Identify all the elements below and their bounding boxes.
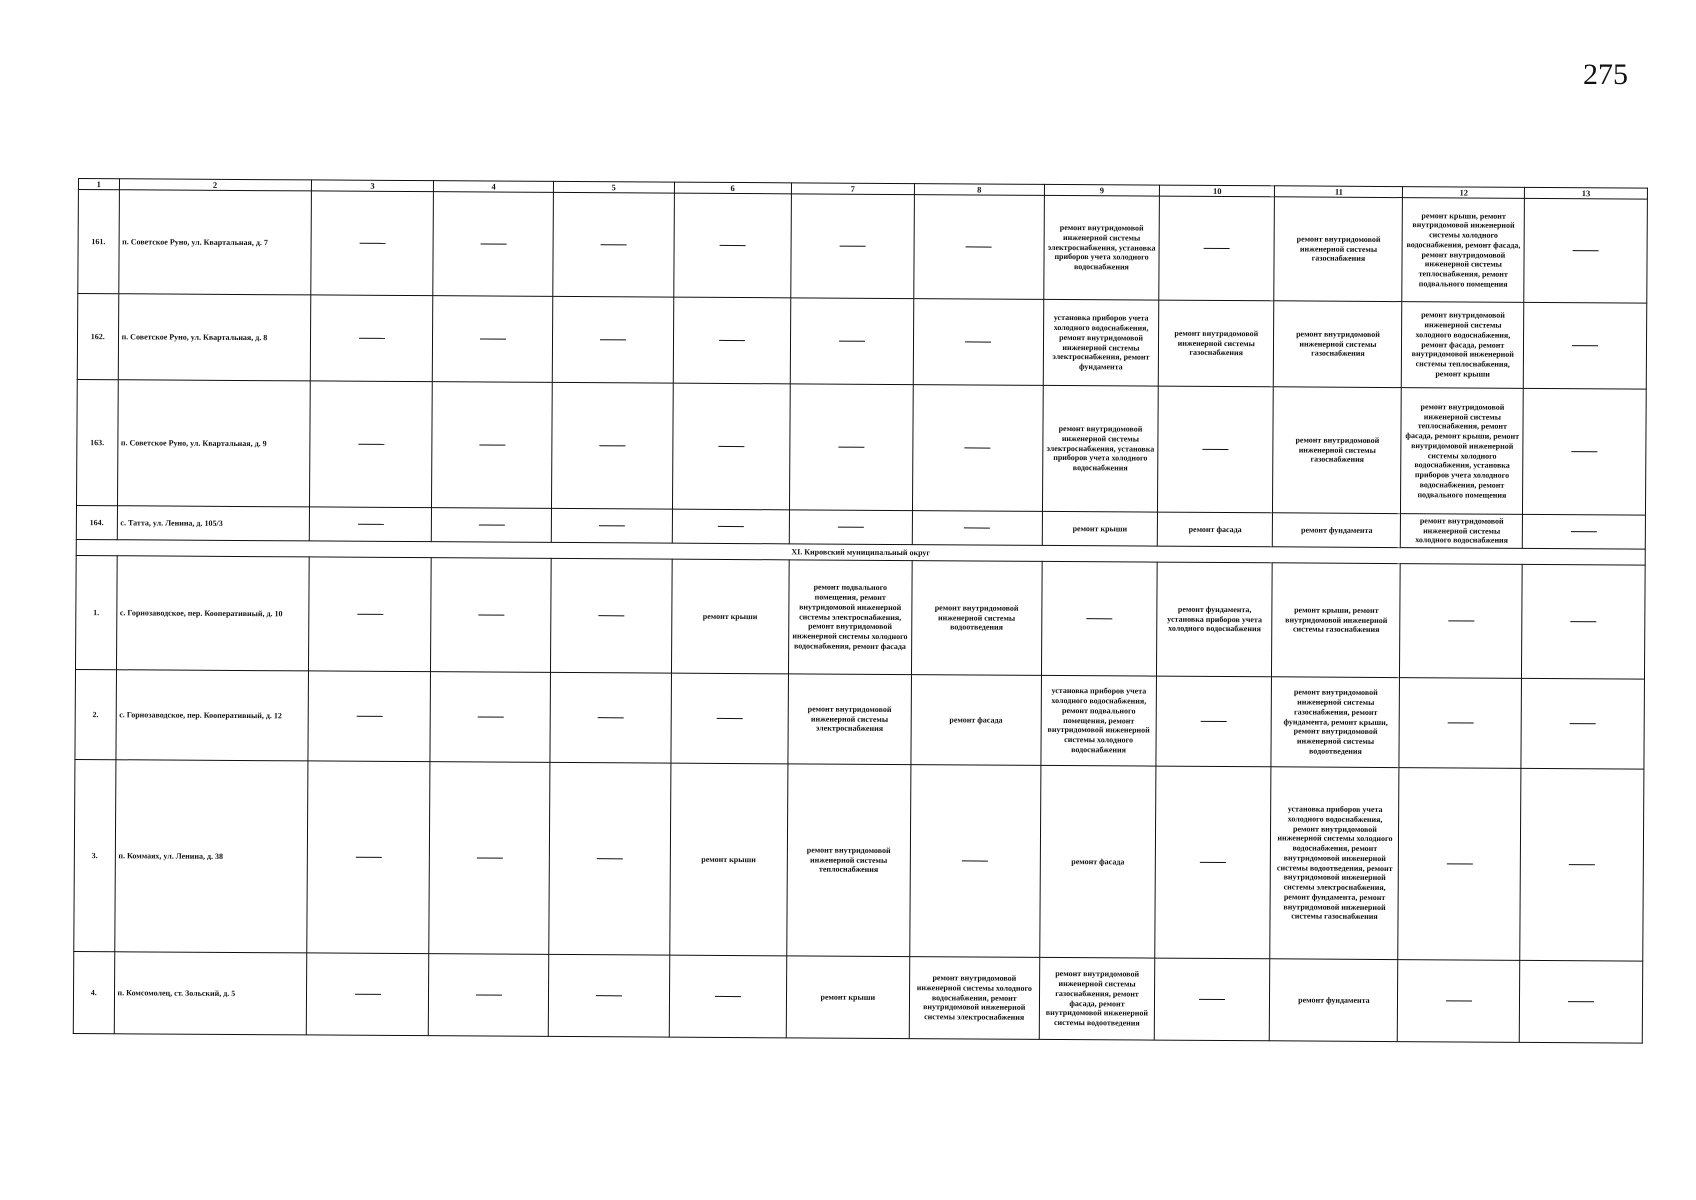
empty-cell	[433, 192, 553, 297]
dash-mark	[477, 858, 503, 859]
column-number-header: 2	[119, 179, 311, 191]
work-type-cell	[1040, 765, 1156, 958]
work-type-cell	[1270, 767, 1399, 960]
row-number: 1.	[75, 555, 116, 669]
dash-mark	[597, 717, 623, 718]
column-number-header: 8	[914, 184, 1044, 196]
empty-cell	[1398, 960, 1520, 1043]
empty-cell	[1155, 766, 1271, 959]
dash-mark	[966, 247, 992, 248]
dash-mark	[355, 994, 381, 995]
row-number: 161.	[78, 190, 119, 294]
dash-mark	[839, 341, 865, 342]
column-number-header: 1	[78, 179, 119, 190]
work-type-cell	[788, 560, 911, 675]
work-type-text: ремонт фасада	[1071, 856, 1125, 867]
work-type-text: ремонт внутридомовой инженерной системы теплоснабжения, ремонт фасада, ремонт крыши, ремонт внутридомовой инженерной системы холодного водоснабжения, установка приборов учета холодного водоснабжения, ремонт подвального помещения	[1405, 401, 1520, 500]
empty-cell	[673, 193, 791, 298]
dash-mark	[1203, 449, 1229, 450]
dash-mark	[964, 528, 990, 529]
empty-cell	[791, 194, 914, 299]
dash-mark	[838, 447, 864, 448]
table-row	[73, 951, 1642, 1043]
dash-mark	[478, 615, 504, 616]
work-type-cell	[786, 956, 909, 1039]
work-type-text: ремонт внутридомовой инженерной системы газоснабжения, ремонт фасада, ремонт внутридомовой инженерной системы водоотведения	[1045, 969, 1149, 1028]
empty-cell	[1521, 678, 1644, 769]
work-type-text: ремонт внутридомовой инженерной системы водоотведения	[934, 603, 1019, 633]
empty-cell	[672, 509, 790, 544]
dash-mark	[599, 445, 625, 446]
column-number-header: 5	[553, 181, 674, 193]
empty-cell	[550, 672, 671, 763]
empty-cell	[1400, 564, 1522, 679]
dash-mark	[597, 858, 623, 859]
dash-mark	[1447, 864, 1473, 865]
dash-mark	[359, 338, 385, 339]
work-type-cell	[1157, 562, 1273, 677]
work-type-cell	[1270, 959, 1399, 1042]
dash-mark	[1569, 864, 1595, 865]
empty-cell	[551, 382, 672, 509]
dash-mark	[718, 526, 744, 527]
work-type-cell	[1273, 387, 1402, 514]
empty-cell	[789, 384, 913, 511]
work-type-cell	[1274, 197, 1403, 302]
empty-cell	[553, 192, 674, 297]
empty-cell	[913, 299, 1044, 386]
empty-cell	[912, 511, 1042, 546]
empty-cell	[909, 765, 1040, 958]
empty-cell	[433, 296, 553, 383]
dash-mark	[719, 340, 745, 341]
empty-cell	[1523, 388, 1647, 515]
work-type-cell	[911, 561, 1042, 676]
dash-mark	[1448, 723, 1474, 724]
work-type-text: ремонт внутридомовой инженерной системы газоснабжения	[1296, 329, 1380, 359]
dash-mark	[839, 246, 865, 247]
dash-mark	[480, 339, 506, 340]
dash-mark	[476, 995, 502, 996]
table-row	[74, 759, 1644, 961]
work-type-text: ремонт крыши	[820, 992, 876, 1002]
work-type-cell	[1274, 301, 1403, 388]
work-type-cell	[788, 674, 911, 765]
column-number-header: 13	[1525, 187, 1648, 199]
work-type-cell	[1273, 513, 1401, 548]
work-type-cell	[1042, 511, 1157, 546]
work-type-cell	[1039, 957, 1155, 1040]
empty-cell	[1522, 564, 1646, 679]
work-type-text: ремонт крыши	[1072, 523, 1128, 534]
empty-cell	[1399, 678, 1521, 769]
table-row	[75, 669, 1645, 769]
table-row	[75, 555, 1645, 679]
section-title: XI. Кировский муниципальный округ	[76, 539, 1645, 565]
dash-mark	[356, 716, 382, 717]
row-number: 2.	[75, 669, 116, 759]
work-type-text: ремонт внутридомовой инженерной системы холодного водоснабжения, ремонт фасада, ремонт внутридомовой инженерной системы теплоснабжения, ремонт крыши	[1411, 310, 1514, 379]
dash-mark	[1572, 345, 1598, 346]
address-cell: с. Горнозаводское, пер. Кооперативный, д. 12	[115, 670, 308, 761]
dash-mark	[965, 448, 991, 449]
dash-mark	[357, 524, 383, 525]
empty-cell	[550, 558, 671, 673]
work-type-text: ремонт внутридомовой инженерной системы газоснабжения	[1174, 328, 1259, 358]
column-number-header: 9	[1044, 184, 1159, 196]
empty-cell	[432, 508, 552, 543]
dash-mark	[1200, 862, 1226, 863]
dash-mark	[1446, 1001, 1472, 1002]
work-type-cell	[787, 764, 911, 957]
dash-mark	[965, 342, 991, 343]
empty-cell	[789, 510, 912, 545]
row-number: 164.	[76, 505, 117, 539]
work-type-cell	[1041, 675, 1157, 766]
empty-cell	[1524, 198, 1647, 303]
empty-cell	[670, 673, 788, 764]
work-type-cell	[1157, 512, 1272, 547]
work-type-cell	[911, 675, 1042, 766]
empty-cell	[310, 191, 433, 296]
empty-cell	[429, 954, 549, 1037]
dash-mark	[1573, 250, 1599, 251]
dash-mark	[962, 861, 988, 862]
work-type-cell	[1158, 300, 1274, 387]
work-type-cell	[1042, 385, 1158, 512]
work-type-cell	[1402, 302, 1524, 389]
empty-cell	[432, 382, 552, 509]
empty-cell	[1156, 676, 1272, 767]
dash-mark	[1201, 721, 1227, 722]
column-number-header: 10	[1160, 185, 1275, 197]
work-type-text: ремонт крыши, ремонт внутридомовой инженерной системы газоснабжения	[1285, 605, 1388, 635]
empty-cell	[1041, 561, 1157, 676]
row-number: 162.	[77, 294, 118, 380]
work-type-cell	[669, 763, 788, 956]
empty-cell	[912, 385, 1043, 512]
empty-cell	[306, 761, 430, 954]
dash-mark	[598, 615, 624, 616]
address-cell: п. Советское Руно, ул. Квартальная, д. 9	[117, 380, 310, 507]
dash-mark	[716, 718, 742, 719]
empty-cell	[672, 383, 790, 510]
work-type-cell	[1271, 677, 1400, 768]
empty-cell	[1159, 196, 1275, 301]
empty-cell	[669, 955, 787, 1038]
table-row	[76, 379, 1646, 515]
dash-mark	[1570, 723, 1596, 724]
empty-cell	[913, 195, 1044, 300]
empty-cell	[1523, 302, 1646, 389]
dash-mark	[1571, 451, 1597, 452]
dash-mark	[596, 995, 622, 996]
empty-cell	[308, 671, 431, 762]
work-type-cell	[909, 957, 1040, 1040]
column-number-header: 7	[791, 183, 914, 195]
dash-mark	[718, 446, 744, 447]
address-cell: п. Коммаях, ул. Ленина, д. 38	[114, 760, 307, 953]
empty-cell	[790, 298, 913, 385]
dash-mark	[359, 243, 385, 244]
work-type-text: ремонт внутридомовой инженерной системы электроснабжения	[807, 704, 892, 734]
dash-mark	[1570, 621, 1596, 622]
repair-schedule-table	[73, 178, 1648, 1044]
table-row	[78, 190, 1648, 304]
dash-mark	[600, 339, 626, 340]
dash-mark	[1086, 618, 1112, 619]
page-number: 275	[1583, 58, 1628, 91]
table-row	[77, 294, 1646, 390]
work-type-text: ремонт фасада	[1188, 524, 1242, 534]
empty-cell	[551, 508, 672, 543]
work-type-text: ремонт внутридомовой инженерной системы электроснабжения, установка приборов учета холодного водоснабжения	[1047, 223, 1156, 272]
empty-cell	[309, 381, 433, 508]
dash-mark	[719, 245, 745, 246]
work-type-text: ремонт внутридомовой инженерной системы газоснабжения, ремонт фундамента, ремонт крыши, ремонт внутридомовой инженерной системы водоотведения	[1283, 687, 1388, 756]
address-cell: с. Горнозаводское, пер. Кооперативный, д. 10	[116, 556, 309, 671]
work-type-cell	[1043, 299, 1159, 386]
work-type-text: ремонт фундамента, установка приборов учета холодного водоснабжения	[1167, 604, 1263, 634]
dash-mark	[1448, 621, 1474, 622]
column-number-header: 6	[674, 182, 791, 194]
work-type-text: ремонт подвального помещения, ремонт внутридомовой инженерной системы электроснабжения, ремонт внутридомовой инженерной системы холодного водоснабжения, ремонт фасада	[792, 582, 908, 651]
empty-cell	[310, 295, 433, 382]
empty-cell	[1398, 768, 1521, 961]
dash-mark	[357, 614, 383, 615]
work-type-cell	[1044, 195, 1160, 300]
column-number-header: 11	[1275, 186, 1403, 198]
work-type-text: установка приборов учета холодного водоснабжения, ремонт подвального помещения, ремонт внутридомовой инженерной системы холодного водоснабжения	[1047, 686, 1150, 755]
empty-cell	[548, 954, 669, 1037]
empty-cell	[549, 762, 671, 955]
work-type-cell	[671, 559, 789, 674]
dash-mark	[1571, 531, 1597, 532]
dash-mark	[477, 717, 503, 718]
work-type-text: ремонт фундамента	[1301, 525, 1373, 535]
column-number-header: 12	[1403, 187, 1525, 199]
empty-cell	[429, 762, 550, 955]
work-type-text: установка приборов учета холодного водоснабжения, ремонт внутридомовой инженерной системы холодного водоснабжения, ремонт внутридомовой инженерной системы водоотведения, ремонт внутридомовой инженерной системы электроснабжения, ремонт фундамента, ремонт внутридомовой инженерной системы газоснабжения	[1276, 804, 1393, 922]
empty-cell	[306, 953, 429, 1036]
work-type-text: ремонт внутридомовой инженерной системы газоснабжения	[1296, 234, 1381, 264]
empty-cell	[430, 672, 550, 763]
work-type-cell	[1272, 563, 1401, 678]
dash-mark	[599, 525, 625, 526]
dash-mark	[1199, 999, 1225, 1000]
work-type-text: ремонт крыши	[702, 611, 758, 621]
dash-mark	[355, 857, 381, 858]
work-type-text: ремонт внутридомовой инженерной системы холодного водоснабжения, ремонт внутридомовой инженерной системы электроснабжения	[916, 973, 1032, 1022]
work-type-text: ремонт крыши	[701, 854, 756, 864]
empty-cell	[1158, 386, 1274, 513]
work-type-text: ремонт крыши, ремонт внутридомовой инженерной системы холодного водоснабжения, ремонт фасада, ремонт внутридомовой инженерной системы теплоснабжения, ремонт подвального помещения	[1406, 210, 1521, 289]
empty-cell	[1522, 514, 1645, 549]
document-sheet	[73, 178, 1648, 1044]
dash-mark	[838, 527, 864, 528]
dash-mark	[600, 244, 626, 245]
empty-cell	[673, 297, 791, 384]
empty-cell	[309, 507, 432, 542]
work-type-text: ремонт фундамента	[1298, 995, 1370, 1005]
dash-mark	[479, 445, 505, 446]
address-cell: с. Татта, ул. Ленина, д. 105/3	[117, 506, 309, 541]
empty-cell	[1520, 768, 1644, 961]
work-type-text: ремонт фасада	[949, 714, 1003, 725]
empty-cell	[308, 557, 431, 672]
column-number-header: 3	[311, 180, 434, 192]
dash-mark	[480, 244, 506, 245]
dash-mark	[479, 525, 505, 526]
work-type-text: ремонт внутридомовой инженерной системы теплоснабжения	[806, 845, 891, 875]
empty-cell	[1154, 958, 1270, 1041]
dash-mark	[1568, 1001, 1594, 1002]
row-number: 3.	[74, 759, 116, 951]
dash-mark	[1204, 248, 1230, 249]
work-type-cell	[1401, 514, 1523, 549]
work-type-text: ремонт внутридомовой инженерной системы холодного водоснабжения	[1415, 516, 1509, 546]
dash-mark	[715, 996, 741, 997]
work-type-text: ремонт внутридомовой инженерной системы газоснабжения	[1295, 435, 1380, 465]
dash-mark	[358, 444, 384, 445]
address-cell: п. Советское Руно, ул. Квартальная, д. 7	[118, 190, 311, 295]
work-type-text: установка приборов учета холодного водоснабжения, ремонт внутридомовой инженерной системы электроснабжения, ремонт фундамента	[1052, 313, 1150, 372]
row-number: 4.	[73, 951, 114, 1033]
work-type-cell	[1402, 198, 1524, 303]
address-cell: п. Комсомолец, ст. Зольский, д. 5	[114, 952, 307, 1035]
address-cell: п. Советское Руно, ул. Квартальная, д. 8	[118, 294, 311, 381]
work-type-cell	[1401, 388, 1523, 515]
column-number-header: 4	[434, 181, 554, 193]
empty-cell	[431, 558, 551, 673]
empty-cell	[552, 296, 673, 383]
empty-cell	[1519, 960, 1642, 1043]
work-type-text: ремонт внутридомовой инженерной системы электроснабжения, установка приборов учета холодного водоснабжения	[1046, 424, 1155, 473]
row-number: 163.	[76, 379, 117, 505]
